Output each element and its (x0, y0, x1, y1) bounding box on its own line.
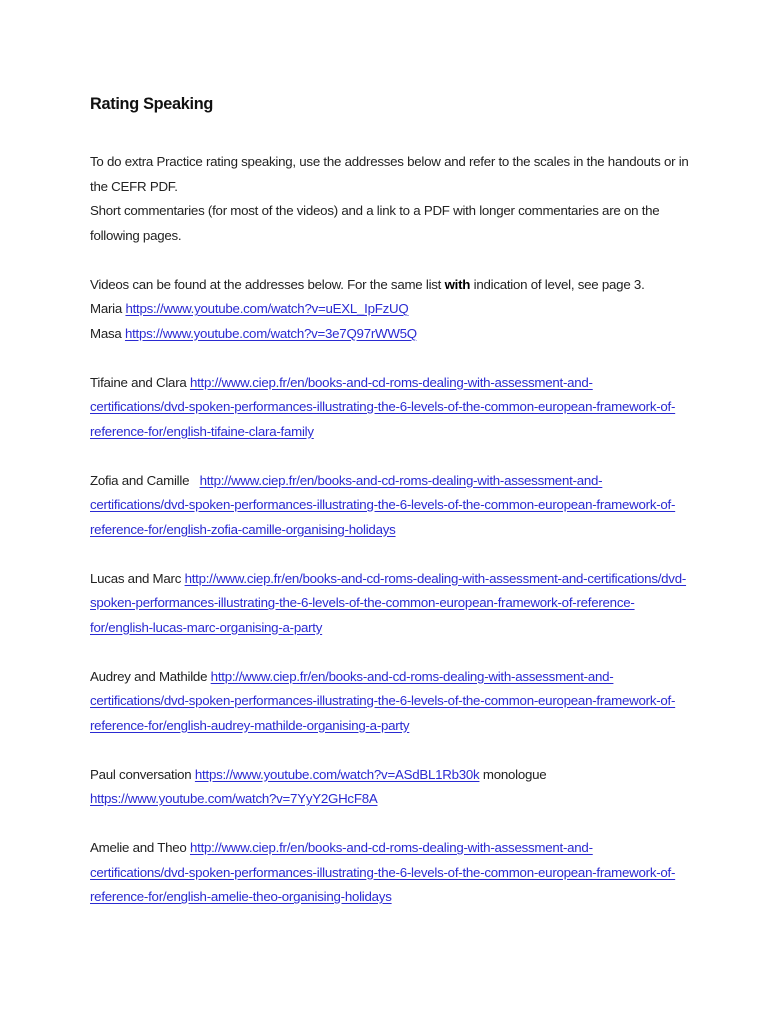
spacer (90, 812, 690, 837)
entry-lucas-marc (90, 567, 690, 641)
videos-note (90, 273, 690, 298)
video-link-masa[interactable]: https://www.youtube.com/watch?v=3e7Q97rWW5Q (124, 325, 417, 341)
entry-tifaine-clara (90, 371, 690, 445)
video-link-paul-conversation[interactable]: https://www.youtube.com/watch?v=ASdBL1Rb30k (194, 766, 480, 782)
entry-name: Audrey and Mathilde (90, 668, 211, 684)
videos-note-text-before: Videos can be found at the addresses below. For the same list (90, 276, 445, 292)
document-body (90, 92, 690, 910)
entry-name: Amelie and Theo (90, 840, 190, 855)
video-link-amelie-theo[interactable]: http://www.ciep.fr/en/books-and-cd-roms-dealing-with-assessment-and-certifications/dvd-spoken-performances-illustrating-the-6-levels-of-the-common-european-framework-of-reference-for/english-amelie-theo-organising-holidays (90, 840, 676, 904)
entry-name: Maria (90, 301, 126, 316)
entry-name: Zofia and Camille (90, 472, 200, 488)
spacer (90, 640, 690, 665)
entry-name: Lucas and Marc (90, 570, 185, 586)
videos-note-text-after: indication of level, see page 3. (470, 276, 645, 292)
video-link-zofia-camille[interactable]: http://www.ciep.fr/en/books-and-cd-roms-dealing-with-assessment-and-certifications/dvd-spoken-performances-illustrating-the-6-levels-of-the-common-european-framework-of-reference-for/english-zofia-camille-organising-holidays (90, 472, 676, 537)
entry-paul (90, 763, 690, 812)
spacer (90, 248, 690, 273)
entry-audrey-mathilde (90, 665, 690, 739)
spacer (90, 346, 690, 371)
intro-line-2: Short commentaries (for most of the videos) and a link to a PDF with longer commentaries are on the following pages. (90, 203, 660, 243)
video-link-tifaine-clara[interactable]: http://www.ciep.fr/en/books-and-cd-roms-dealing-with-assessment-and-certifications/dvd-spoken-performances-illustrating-the-6-levels-of-the-common-european-framework-of-reference-for/english-tifaine-clara-family (90, 374, 676, 439)
video-link-lucas-marc[interactable]: http://www.ciep.fr/en/books-and-cd-roms-dealing-with-assessment-and-certifications/dvd-spoken-performances-illustrating-the-6-levels-of-the-common-european-framework-of-reference-for/english-lucas-marc-organising-a-party (90, 570, 687, 635)
entry-amelie-theo (90, 836, 690, 910)
videos-note-bold: with (444, 276, 471, 292)
spacer (90, 738, 690, 763)
entry-name: Masa (90, 325, 125, 341)
entry-name: Paul conversation (90, 766, 195, 782)
entry-masa (90, 322, 690, 347)
intro-paragraph (90, 150, 690, 248)
page-title: Rating Speaking (90, 95, 214, 113)
video-link-maria[interactable]: https://www.youtube.com/watch?v=uEXL_IpFzUQ (125, 301, 409, 316)
entry-zofia-camille (90, 469, 690, 543)
entry-mid-text: monologue (479, 766, 547, 782)
entry-name: Tifaine and Clara (90, 374, 190, 390)
intro-line-1: To do extra Practice rating speaking, use the addresses below and refer to the scales in the handouts or in the CEFR PDF. (90, 154, 689, 194)
video-link-audrey-mathilde[interactable]: http://www.ciep.fr/en/books-and-cd-roms-dealing-with-assessment-and-certifications/dvd-spoken-performances-illustrating-the-6-levels-of-the-common-european-framework-of-reference-for/english-audrey-mathilde-organising-a-party (90, 668, 676, 733)
entry-maria (90, 297, 690, 322)
spacer (90, 542, 690, 567)
video-link-paul-monologue[interactable]: https://www.youtube.com/watch?v=7YyY2GHcF8A (90, 791, 378, 806)
spacer (90, 444, 690, 469)
